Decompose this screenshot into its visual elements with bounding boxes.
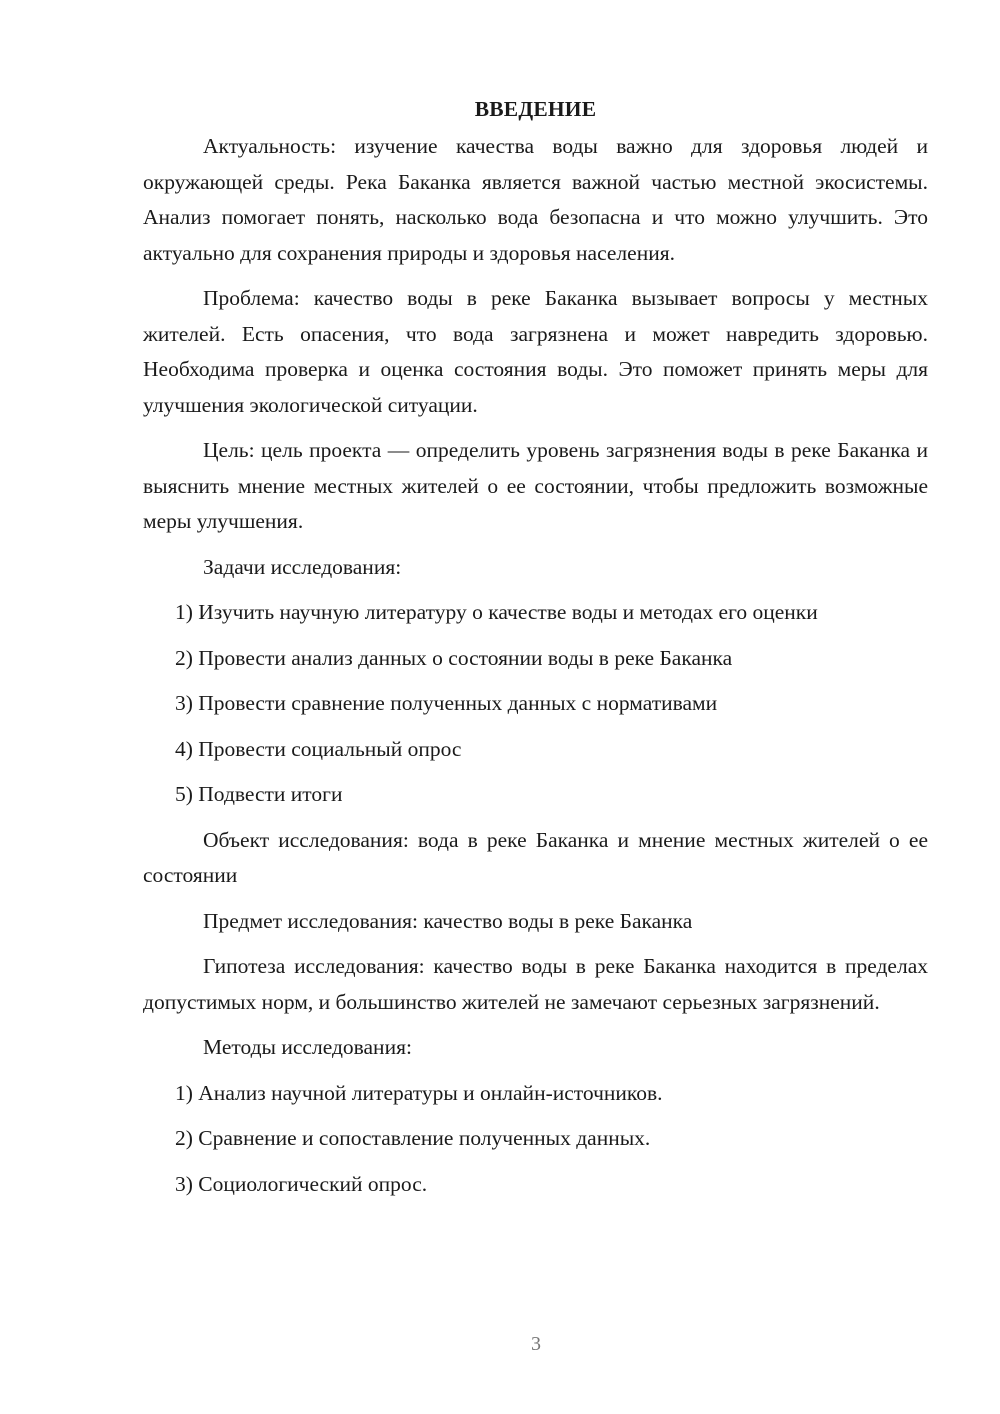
- task-item: 5) Подвести итоги: [175, 782, 343, 806]
- task-item: 1) Изучить научную литературу о качестве воды и методах его оценки: [175, 600, 818, 624]
- methods-label: Методы исследования:: [203, 1035, 412, 1059]
- hypothesis-paragraph: Гипотеза исследования: качество воды в реке Баканка находится в пределах допустимых норм, и большинство жителей не замечают серьезных загрязнений.: [143, 954, 928, 1014]
- method-item: 2) Сравнение и сопоставление полученных данных.: [175, 1126, 651, 1150]
- tasks-list: [143, 595, 928, 813]
- document-page: [143, 92, 928, 1212]
- relevance-paragraph: Актуальность: изучение качества воды важно для здоровья людей и окружающей среды. Река Баканка является важной частью местной экосистемы. Анализ помогает понять, насколько вода безопасна и что можно улучшить. Это актуально для сохранения природы и здоровья населения.: [143, 134, 928, 265]
- problem-paragraph: Проблема: качество воды в реке Баканка вызывает вопросы у местных жителей. Есть опасения, что вода загрязнена и может навредить здоровью. Необходима проверка и оценка состояния воды. Это поможет принять меры для улучшения экологической ситуации.: [143, 286, 928, 417]
- task-item: 3) Провести сравнение полученных данных с нормативами: [175, 691, 718, 715]
- page-title: ВВЕДЕНИЕ: [474, 97, 597, 121]
- task-item: 2) Провести анализ данных о состоянии воды в реке Баканка: [175, 645, 733, 670]
- method-item: 3) Социологический опрос.: [175, 1171, 428, 1196]
- tasks-label: Задачи исследования:: [203, 554, 402, 579]
- methods-list: [143, 1076, 928, 1203]
- task-item: 4) Провести социальный опрос: [175, 736, 462, 761]
- goal-paragraph: Цель: цель проекта — определить уровень загрязнения воды в реке Баканка и выяснить мнение местных жителей о ее состоянии, чтобы предложить возможные меры улучшения.: [143, 438, 928, 533]
- method-item: 1) Анализ научной литературы и онлайн-источников.: [175, 1080, 663, 1105]
- page-number: 3: [531, 1333, 541, 1355]
- subject-paragraph: Предмет исследования: качество воды в реке Баканка: [203, 908, 693, 933]
- object-paragraph: Объект исследования: вода в реке Баканка и мнение местных жителей о ее состоянии: [143, 827, 928, 887]
